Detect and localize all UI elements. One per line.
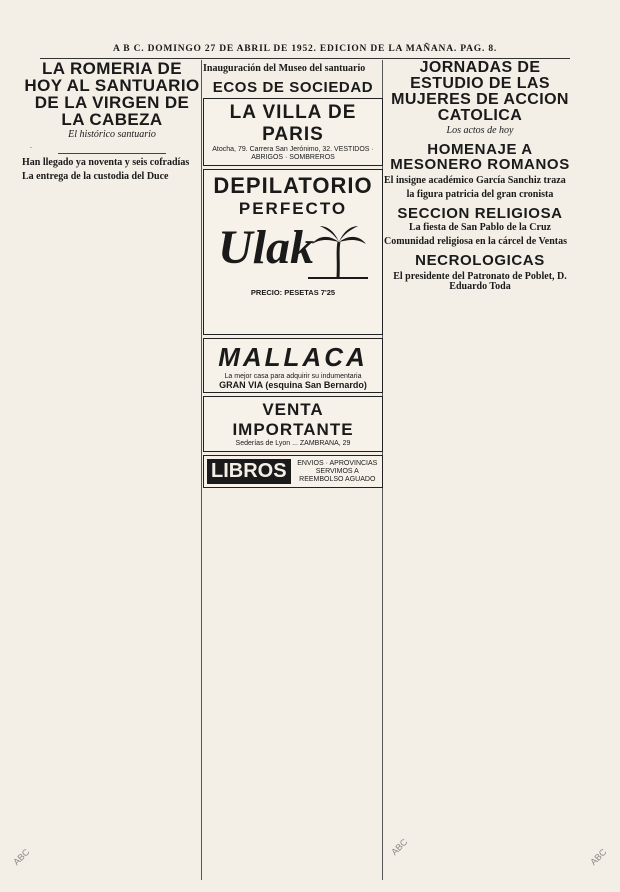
ad-depilatorio <box>203 169 383 335</box>
subhead-custodia: La entrega de la custodia del Duce <box>22 171 169 183</box>
ad-venta-line: Sederías de Lyon ... ZAMBRANA, 29 <box>235 440 351 447</box>
divider <box>58 153 166 154</box>
ad-libros <box>203 455 383 488</box>
watermark: ABC <box>11 846 32 868</box>
ad-mallaca <box>203 338 383 393</box>
watermark: ABC <box>389 836 410 858</box>
ad-mallaca-title: MALLACA <box>218 342 368 372</box>
ad-libros-line: ENVIOS · APROVINCIAS SERVIMOS A REEMBOLSO AGUADO <box>297 459 378 483</box>
ad-depil-brand: Ulak <box>218 221 314 274</box>
article-body-romeria: . <box>30 141 32 150</box>
ad-venta-importante <box>203 396 383 452</box>
column-3 <box>384 60 576 294</box>
column-2 <box>203 60 383 491</box>
palm-tree-icon <box>308 220 368 280</box>
ad-mallaca-line2: GRAN VIA (esquina San Bernardo) <box>219 380 367 390</box>
subhead-homenaje-2: la figura patricia del gran cronista <box>406 189 554 200</box>
subhead-homenaje: El insigne académico García Sanchiz traza <box>384 175 566 186</box>
ad-villa-line: Atocha, 79. Carrera San Jerónimo, 32. VESTIDOS · ABRIGOS · SOMBREROS <box>212 146 374 161</box>
ad-libros-word: LIBROS <box>207 459 291 484</box>
ad-depil-title: DEPILATORIO <box>213 173 373 198</box>
ad-villa-title: LA VILLA DE PARIS <box>229 102 357 145</box>
subhead-necro: El presidente del Patronato de Poblet, D. Eduardo Toda <box>393 271 567 292</box>
headline-seccion-religiosa: SECCION RELIGIOSA <box>397 205 563 222</box>
ad-depil-subtitle: PERFECTO <box>238 199 348 218</box>
subhead-san-pablo: La fiesta de San Pablo de la Cruz <box>409 222 551 233</box>
headline-jornadas: JORNADAS DE ESTUDIO DE LAS MUJERES DE ACCION CATOLICA <box>391 59 569 124</box>
page-header: A B C. DOMINGO 27 DE ABRIL DE 1952. EDICION DE LA MAÑANA. PAG. 8. <box>40 44 570 59</box>
headline-homenaje: HOMENAJE A MESONERO ROMANOS <box>390 141 570 173</box>
headline-romeria: LA ROMERIA DE HOY AL SANTUARIO DE LA VIRGEN DE LA CABEZA <box>24 59 200 129</box>
subhead-carcel-ventas: Comunidad religiosa en la cárcel de Ventas <box>384 236 567 247</box>
ad-mallaca-line1: La mejor casa para adquirir su indumentaria <box>224 373 362 380</box>
ad-depil-price: PRECIO: PESETAS 7'25 <box>250 288 336 297</box>
subhead-inauguracion: Inauguración del Museo del santuario <box>203 63 366 74</box>
watermark: ABC <box>588 846 609 868</box>
ad-venta-title: VENTA IMPORTANTE <box>232 400 354 439</box>
subhead-cofradias: Han llegado ya noventa y seis cofradías <box>22 157 190 169</box>
subhead-santuario: El histórico santuario <box>68 129 156 140</box>
headline-necrologicas: NECROLOGICAS <box>415 252 545 269</box>
headline-ecos: ECOS DE SOCIEDAD <box>212 79 374 96</box>
ad-villa-de-paris <box>203 98 383 166</box>
subhead-actos: Los actos de hoy <box>446 125 514 136</box>
column-1 <box>22 60 202 184</box>
